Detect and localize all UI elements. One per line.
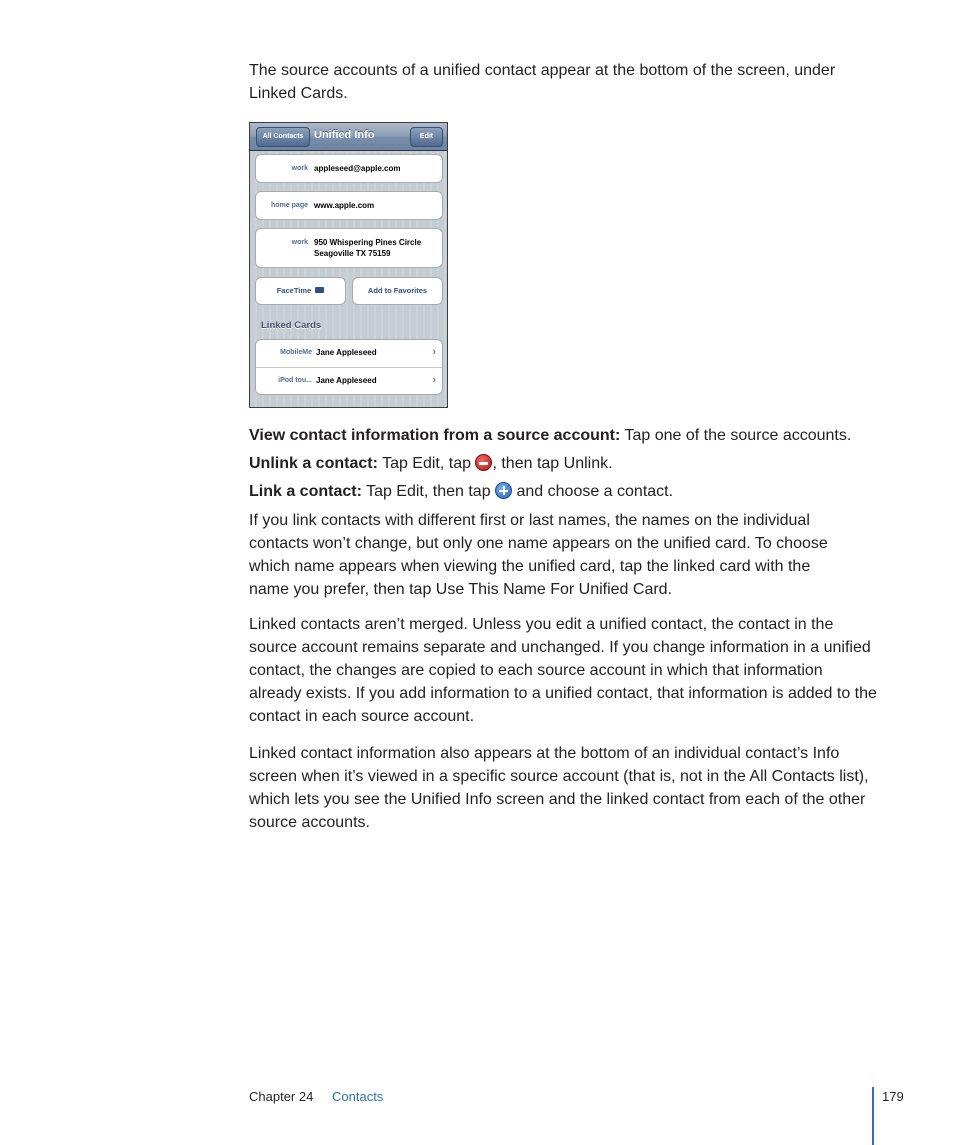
chevron-right-icon: › xyxy=(432,346,436,358)
body-paragraph: Linked contact information also appears at the bottom of an individual contact’s Info screen when it’s viewed in a specific source account (that is, not in the All Contacts list), which lets you see the Unified Info screen and the linked contact from each of the other source accounts. xyxy=(249,745,869,831)
facetime-button xyxy=(255,277,346,305)
tip-text: Tap Edit, then tap xyxy=(366,483,491,500)
address-line2: Seagoville TX 75159 xyxy=(314,249,391,258)
body-paragraph: Linked contacts aren’t merged. Unless you edit a unified contact, the contact in the source account remains separate and unchanged. If you change information in a unified contact, the changes are copied to each source account in which that information already exists. If you add information to a unified contact, that information is added to the contact in each source account. xyxy=(249,616,877,725)
tip-text: Tap Edit, tap xyxy=(382,455,472,472)
homepage-value: www.apple.com xyxy=(314,201,375,210)
linked-source: iPod tou... xyxy=(278,377,312,384)
linked-cards-header: Linked Cards xyxy=(261,320,322,331)
unified-info-screenshot xyxy=(249,122,448,408)
email-cell xyxy=(255,154,443,183)
page-number: 179 xyxy=(882,1089,904,1104)
footer-chapter: Chapter 24 xyxy=(249,1089,314,1104)
video-camera-icon xyxy=(315,287,324,293)
email-value: appleseed@apple.com xyxy=(314,164,401,173)
tip-term: Unlink a contact: xyxy=(249,455,378,472)
linked-source: MobileMe xyxy=(280,349,312,356)
intro-paragraph: The source accounts of a unified contact appear at the bottom of the screen, under Linked Cards. xyxy=(249,62,836,102)
chevron-right-icon: › xyxy=(432,374,436,386)
homepage-label: home page xyxy=(271,202,308,209)
delete-minus-icon xyxy=(475,454,492,471)
address-line1: 950 Whispering Pines Circle xyxy=(314,238,422,247)
homepage-cell xyxy=(255,191,443,220)
tip-term: Link a contact: xyxy=(249,483,362,500)
email-label: work xyxy=(291,165,308,172)
edit-button: Edit xyxy=(410,127,443,147)
tip-term: View contact information from a source account: xyxy=(249,427,621,444)
linked-card-row xyxy=(256,340,442,367)
link-contact-tip xyxy=(249,480,879,503)
tip-text: , then tap Unlink. xyxy=(492,455,613,472)
tip-text: Tap one of the source accounts. xyxy=(624,427,852,444)
add-to-favorites-button: Add to Favorites xyxy=(352,277,443,305)
address-cell xyxy=(255,228,443,268)
linked-name: Jane Appleseed xyxy=(316,376,377,385)
linked-cards-list xyxy=(255,339,443,395)
screen-title: Unified Info xyxy=(314,129,375,141)
address-label: work xyxy=(291,239,308,246)
add-plus-icon xyxy=(495,482,512,499)
unlink-contact-tip xyxy=(249,452,879,475)
nav-bar xyxy=(250,123,447,151)
linked-card-row xyxy=(256,367,442,395)
footer-section-link[interactable]: Contacts xyxy=(332,1089,384,1104)
footer-divider xyxy=(872,1087,874,1145)
tip-text: and choose a contact. xyxy=(516,483,674,500)
body-paragraph: If you link contacts with different first or last names, the names on the individual contacts won’t change, but only one name appears on the unified card. To choose which name appears when viewing the unified card, tap the linked card with the name you prefer, then tap Use This Name For Unified Card. xyxy=(249,512,828,598)
linked-name: Jane Appleseed xyxy=(316,348,377,357)
view-contact-tip xyxy=(249,424,879,447)
facetime-label: FaceTime xyxy=(276,286,312,295)
all-contacts-back-button: All Contacts xyxy=(256,127,310,147)
